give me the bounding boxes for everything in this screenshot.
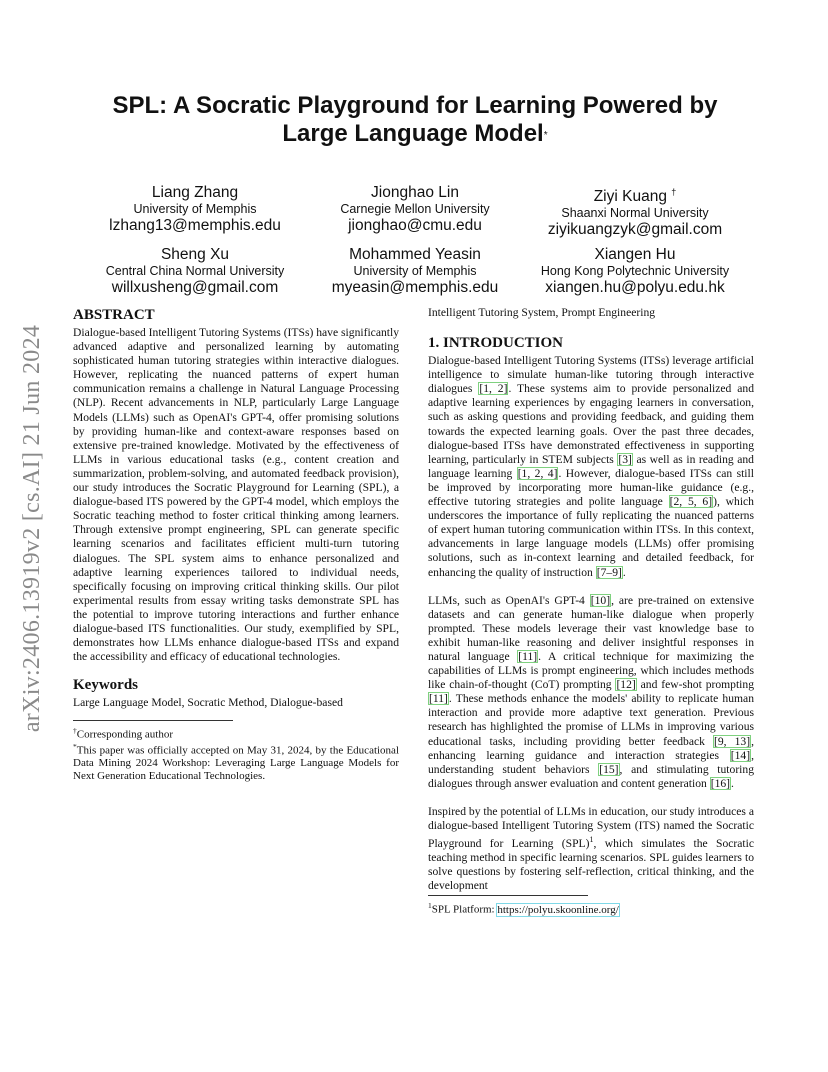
- right-column: [428, 306, 754, 916]
- citation-link[interactable]: [11]: [518, 649, 538, 663]
- author-block: [85, 183, 745, 303]
- citation-link[interactable]: [2, 5, 6]: [669, 495, 713, 509]
- title-line-2-text: Large Language Model: [282, 120, 544, 147]
- citation-link[interactable]: [14]: [730, 748, 751, 762]
- author-affiliation: University of Memphis: [353, 264, 477, 279]
- footnote-acceptance: *This paper was officially accepted on May 31, 2024, by the Educational Data Mining 2024 Workshop: Leveraging Large Language Models for Next Generation Educational Technologies.: [73, 742, 399, 782]
- citation-link[interactable]: [1, 2, 4]: [517, 466, 558, 480]
- left-column: [73, 306, 399, 782]
- author-email: willxusheng@gmail.com: [111, 279, 279, 297]
- abstract-text: Dialogue-based Intelligent Tutoring Systems (ITSs) have significantly advanced adaptive and personalized learning by automating sophisticated human tutoring strategies within interactive dialogues. However, replicating the nuanced patterns of expert human communication remains a challenge in Natural Language Processing (NLP). Recent advancements in NLP, particularly Large Language Models (LLMs) such as OpenAI's GPT-4, offer promising solutions by providing human-like and context-aware responses based on extensive pre-trained knowledge. Motivated by the effectiveness of LLMs in various educational tasks (e.g., content creation and summarization, problem-solving, and automated feedback provision), our study introduces the Socratic Playground for Learning (SPL), a dialogue-based ITS powered by the GPT-4 model, which employs the Socratic teaching method to foster critical thinking among learners. Through extensive prompt engineering, SPL can generate specific learning scenarios and facilitates efficient multi-turn tutoring dialogues. The SPL system aims to enhance personalized and adaptive learning experiences tailored to individual needs, specifically focusing on improving critical thinking skills. Our pilot experimental results from essay writing tasks demonstrate SPL has the potential to improve tutoring interactions and further enhance dialogue-based ITS functionalities. Our study, exemplified by SPL, demonstrates how LLMs enhance dialogue-based ITSs and expand the accessibility and efficacy of educational technologies.: [73, 326, 399, 664]
- arxiv-stamp: [18, 298, 48, 758]
- title-footnote-mark: *: [543, 130, 548, 141]
- arxiv-stamp-text: arXiv:2406.13919v2 [cs.AI] 21 Jun 2024: [19, 324, 46, 732]
- author-affiliation: Carnegie Mellon University: [340, 202, 490, 216]
- citation-link[interactable]: [3]: [618, 452, 632, 466]
- author-name: Mohammed Yeasin: [349, 246, 481, 264]
- keywords-text: Large Language Model, Socratic Method, Dialogue-based: [73, 696, 343, 710]
- keywords-heading: Keywords: [73, 677, 138, 694]
- author-affiliation: University of Memphis: [133, 202, 257, 216]
- author: [525, 245, 745, 297]
- corresponding-mark: †: [671, 187, 677, 197]
- author-row: [85, 245, 745, 297]
- citation-link[interactable]: [15]: [599, 762, 619, 776]
- author-affiliation: Hong Kong Polytechnic University: [540, 264, 730, 279]
- author-email: ziyikuangzyk@gmail.com: [547, 221, 723, 239]
- author-name: Ziyi Kuang: [593, 188, 667, 206]
- citation-link[interactable]: [12]: [616, 678, 636, 692]
- author: [525, 183, 745, 239]
- author-name: Sheng Xu: [160, 246, 230, 264]
- keywords-continued: Intelligent Tutoring System, Prompt Engineering: [428, 306, 656, 319]
- citation-link[interactable]: [9, 13]: [714, 734, 751, 748]
- citation-link[interactable]: [10]: [590, 593, 611, 607]
- footnote-rule: [73, 720, 233, 721]
- author-row: [85, 183, 745, 239]
- author-name: Liang Zhang: [151, 184, 239, 201]
- citation-link[interactable]: [11]: [429, 692, 448, 706]
- footnote-ref[interactable]: 1: [589, 835, 594, 845]
- author-name: Xiangen Hu: [594, 246, 676, 264]
- author-name: Jionghao Lin: [371, 184, 459, 201]
- author-affiliation: Central China Normal University: [105, 264, 285, 279]
- intro-paragraph-3: Inspired by the potential of LLMs in education, our study introduces a dialogue-based Intelligent Tutoring System (ITS) named the Socratic Playground for Learning (SPL)$^1$, which simulates the Socratic teaching method in specific learning scenarios. SPL guides learners to solve questions by fostering self-reflection, critical thinking, and the development: [428, 804, 754, 893]
- author: [305, 183, 525, 239]
- footnote-rule: [428, 895, 588, 896]
- author-email: xiangen.hu@polyu.edu.hk: [545, 279, 725, 297]
- author: [305, 245, 525, 297]
- title-line-1: SPL: A Socratic Playground for Learning Powered by: [112, 92, 718, 119]
- abstract-heading: ABSTRACT: [73, 307, 155, 323]
- author-email: lzhang13@memphis.edu: [109, 217, 281, 234]
- author-affiliation: Shaanxi Normal University: [561, 206, 709, 221]
- citation-link[interactable]: [16]: [710, 776, 731, 790]
- author-email: myeasin@memphis.edu: [331, 279, 499, 297]
- paper-title: [70, 92, 760, 148]
- footnote-corresponding: †Corresponding author: [73, 726, 173, 741]
- author: [85, 183, 305, 239]
- author: [85, 245, 305, 297]
- intro-paragraph-1: Dialogue-based Intelligent Tutoring Systems (ITSs) leverage artificial intelligence to simulate human-like tutoring through interactive dialogues [1, 2]. These systems aim to provide personalized and adaptive learning experiences by engaging learners in conversation, such as asking questions and providing feedback, and guiding them towards the expected learning goals. Over the past three decades, dialogue-based ITSs have demonstrated effectiveness in supporting learning, particularly in STEM subjects [3] as well as in reading and language learning [1, 2, 4]. However, dialogue-based ITSs can still be improved by incorporating more human-like guidance (e.g., effective tutoring strategies and polite language [2, 5, 6]), which underscores the importance of fully replicating the nuanced patterns of expert human tutoring communication within ITSs. In this context, advancements in large language models (LLMs) offer promising solutions, such as in-context learning and detailed feedback, for enhancing the quality of instruction [7–9].: [428, 354, 754, 579]
- citation-link[interactable]: [1, 2]: [479, 382, 508, 396]
- footnote-platform: $^1$SPL Platform: https://polyu.skoonline.org/: [428, 901, 619, 916]
- citation-link[interactable]: [7–9]: [596, 565, 622, 579]
- intro-paragraph-2: LLMs, such as OpenAI's GPT-4 [10], are pre-trained on extensive datasets and can generate human-like dialogue when properly prompted. These models leverage their vast knowledge base to exhibit human-like reasoning and deliver insightful responses in natural language [11]. A critical technique for maximizing the capabilities of LLMs is prompt engineering, which includes methods like chain-of-thought (CoT) prompting [12] and few-shot prompting [11]. These methods enhance the models' ability to replicate human interaction and provide more adaptive text generation. Previous research has highlighted the promise of LLMs in improving various educational tasks, including providing better feedback [9, 13], enhancing learning guidance and interaction strategies [14], understanding student behaviors [15], and stimulating tutoring dialogues through answer evaluation and content generation [16].: [428, 593, 754, 790]
- author-email: jionghao@cmu.edu: [348, 217, 482, 234]
- title-line-2: [70, 120, 760, 148]
- platform-url-link[interactable]: https://polyu.skoonline.org/: [497, 903, 619, 916]
- introduction-heading: 1. INTRODUCTION: [428, 335, 564, 352]
